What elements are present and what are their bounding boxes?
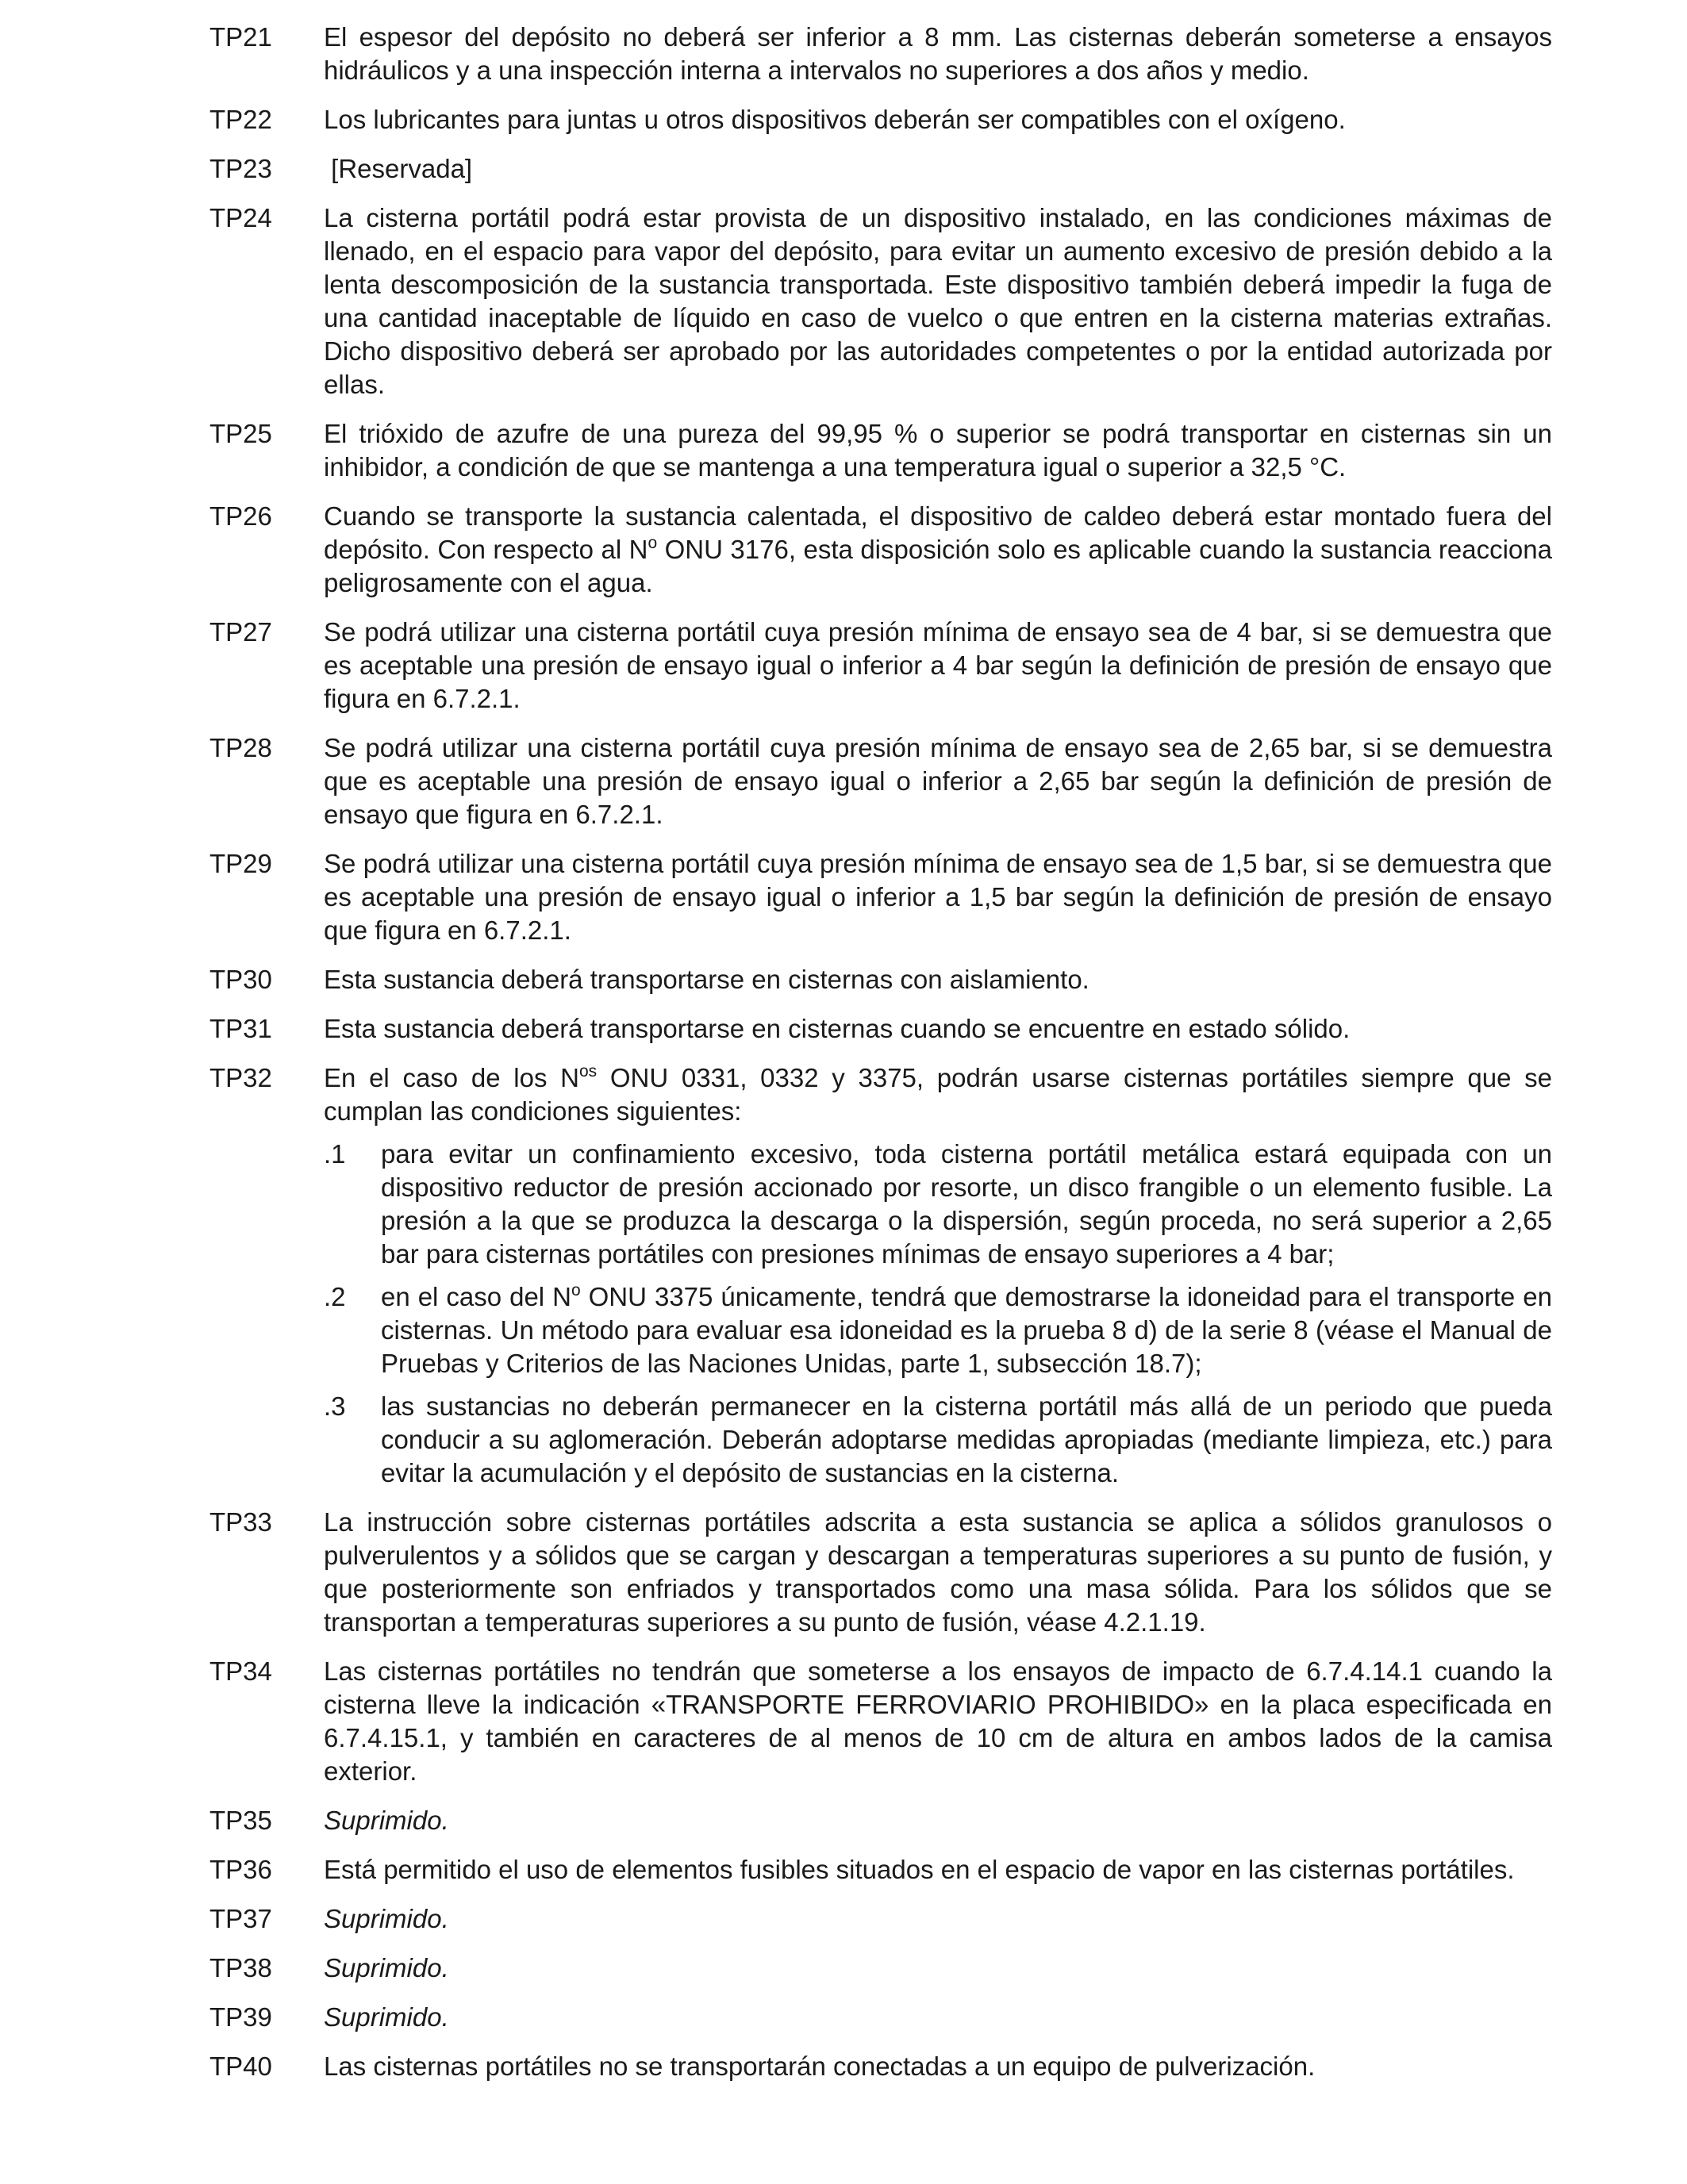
sub-item-text: para evitar un confinamiento excesivo, toda cisterna portátil metálica estará equipada con un dispositivo reductor de presión accionado por resorte, un disco frangible o un elemento fusible. La presión a la que se produzca la descarga o la dispersión, según proceda, no será superior a 2,65 bar para cisternas portátiles con presiones mínimas de ensayo superiores a 4 bar; [381, 1139, 1552, 1269]
provision-entry [209, 1853, 1552, 1887]
sub-item-number: .3 [324, 1391, 346, 1421]
provision-code: TP27 [209, 617, 272, 647]
provision-text: Suprimido. [324, 1806, 449, 1835]
provision-code: TP40 [209, 2052, 272, 2081]
provision-code: TP23 [209, 154, 272, 183]
provision-code: TP38 [209, 1953, 272, 1982]
provision-code: TP36 [209, 1855, 272, 1884]
sub-item-number: .2 [324, 1282, 346, 1311]
provision-entry [209, 1061, 1552, 1490]
provision-text: Esta sustancia deberá transportarse en cisternas cuando se encuentre en estado sólido. [324, 1014, 1351, 1043]
provision-entry [209, 963, 1552, 996]
provision-entry [209, 731, 1552, 831]
provision-code: TP30 [209, 965, 272, 994]
text-segment: Cuando se transporte la sustancia calentada, el dispositivo de caldeo deberá estar montado fuera del depósito. Con respecto al N [324, 501, 1552, 564]
provision-text: Suprimido. [324, 1953, 449, 1982]
provision-entry [209, 1012, 1552, 1046]
sub-item [324, 1138, 1552, 1271]
provision-text: Suprimido. [324, 2002, 449, 2032]
provision-code: TP21 [209, 22, 272, 52]
provision-text: La instrucción sobre cisternas portátiles adscrita a esta sustancia se aplica a sólidos granulosos o pulverulentos y a sólidos que se cargan y descargan a temperaturas superiores a su punto de fusión, y que posteriormente son enfriados y transportados como una masa sólida. Para los sólidos que se transportan a temperaturas superiores a su punto de fusión, véase 4.2.1.19. [324, 1507, 1552, 1637]
provision-code: TP25 [209, 419, 272, 448]
sub-item [324, 1280, 1552, 1380]
provision-entry [209, 417, 1552, 484]
provision-code: TP26 [209, 501, 272, 531]
text-segment: ONU 0331, 0332 y 3375, podrán usarse cisternas portátiles siempre que se cumplan las condiciones siguientes: [324, 1063, 1552, 1126]
provision-entry [209, 1655, 1552, 1788]
sub-item-text: las sustancias no deberán permanecer en la cisterna portátil más allá de un periodo que pueda conducir a su aglomeración. Deberán adoptarse medidas apropiadas (mediante limpieza, etc.) para evitar la acumulación y el depósito de sustancias en la cisterna. [381, 1391, 1552, 1487]
provision-entry [209, 500, 1552, 600]
provision-entry [209, 202, 1552, 401]
provision-text: Suprimido. [324, 1904, 449, 1933]
provision-text: La cisterna portátil podrá estar provista de un dispositivo instalado, en las condiciones máximas de llenado, en el espacio para vapor del depósito, para evitar un aumento excesivo de presión debido a la lenta descomposición de la sustancia transportada. Este dispositivo también deberá impedir la fuga de una cantidad inaceptable de líquido en caso de vuelco o que entren en la cisterna materias extrañas. Dicho dispositivo deberá ser aprobado por las autoridades competentes o por la entidad autorizada por ellas. [324, 203, 1552, 399]
text-segment: ONU 3375 únicamente, tendrá que demostrarse la idoneidad para el transporte en cisternas. Un método para evaluar esa idoneidad es la prueba 8 d) de la serie 8 (véase el Manual de Pruebas y Criterios de las Naciones Unidas, parte 1, subsección 18.7); [381, 1282, 1552, 1378]
provision-code: TP35 [209, 1806, 272, 1835]
provision-text: Se podrá utilizar una cisterna portátil cuya presión mínima de ensayo sea de 4 bar, si se demuestra que es aceptable una presión de ensayo igual o inferior a 4 bar según la definición de presión de ensayo que figura en 6.7.2.1. [324, 617, 1552, 713]
provision-code: TP29 [209, 849, 272, 878]
provision-entry [209, 847, 1552, 947]
superscript: os [578, 1062, 598, 1080]
provision-text: [Reservada] [324, 154, 473, 183]
provision-entry [209, 152, 1552, 186]
provision-code: TP34 [209, 1656, 272, 1686]
provision-code: TP24 [209, 203, 272, 232]
text-segment: En el caso de los N [324, 1063, 579, 1092]
provision-entry [209, 616, 1552, 716]
provision-code: TP22 [209, 105, 272, 134]
provision-entry [209, 103, 1552, 136]
provision-code: TP37 [209, 1904, 272, 1933]
provision-text [324, 500, 1552, 600]
provision-text [324, 1061, 1552, 1128]
provision-text: Los lubricantes para juntas u otros dispositivos deberán ser compatibles con el oxígeno. [324, 105, 1346, 134]
provision-text: Las cisternas portátiles no tendrán que someterse a los ensayos de impacto de 6.7.4.14.1 cuando la cisterna lleve la indicación «TRANSPORTE FERROVIARIO PROHIBIDO» en la placa especificada en 6.7.4.15.1, y también en caracteres de al menos de 10 cm de altura en ambos lados de la camisa exterior. [324, 1656, 1552, 1786]
text-segment: ONU 3176, esta disposición solo es aplicable cuando la sustancia reacciona peligrosamente con el agua. [324, 535, 1552, 597]
sub-item-number: .1 [324, 1139, 346, 1169]
sub-item [324, 1390, 1552, 1490]
provision-entry [209, 1506, 1552, 1639]
provision-code: TP33 [209, 1507, 272, 1537]
provision-text: Esta sustancia deberá transportarse en cisternas con aislamiento. [324, 965, 1089, 994]
provision-entry [209, 21, 1552, 87]
superscript: o [571, 1281, 581, 1299]
provision-text: Las cisternas portátiles no se transportarán conectadas a un equipo de pulverización. [324, 2052, 1316, 2081]
superscript: o [648, 534, 658, 552]
provision-text: Está permitido el uso de elementos fusibles situados en el espacio de vapor en las cisternas portátiles. [324, 1855, 1515, 1884]
provision-code: TP31 [209, 1014, 272, 1043]
provision-entry [209, 1952, 1552, 1985]
provision-entry [209, 2050, 1552, 2083]
provision-code: TP32 [209, 1063, 272, 1092]
document-body [209, 21, 1552, 2099]
provision-entry [209, 2001, 1552, 2034]
provision-code: TP39 [209, 2002, 272, 2032]
provision-entry [209, 1902, 1552, 1936]
sub-item-text [381, 1280, 1552, 1380]
provision-text: El trióxido de azufre de una pureza del 99,95 % o superior se podrá transportar en cisternas sin un inhibidor, a condición de que se mantenga a una temperatura igual o superior a 32,5 °C. [324, 419, 1552, 482]
text-segment: en el caso del N [381, 1282, 571, 1311]
provision-entry [209, 1804, 1552, 1837]
provision-text: El espesor del depósito no deberá ser inferior a 8 mm. Las cisternas deberán someterse a ensayos hidráulicos y a una inspección interna a intervalos no superiores a dos años y medio. [324, 22, 1552, 85]
provision-text: Se podrá utilizar una cisterna portátil cuya presión mínima de ensayo sea de 1,5 bar, si se demuestra que es aceptable una presión de ensayo igual o inferior a 1,5 bar según la definición de presión de ensayo que figura en 6.7.2.1. [324, 849, 1552, 945]
provision-code: TP28 [209, 733, 272, 762]
provision-text: Se podrá utilizar una cisterna portátil cuya presión mínima de ensayo sea de 2,65 bar, si se demuestra que es aceptable una presión de ensayo igual o inferior a 2,65 bar según la definición de presión de ensayo que figura en 6.7.2.1. [324, 733, 1552, 829]
